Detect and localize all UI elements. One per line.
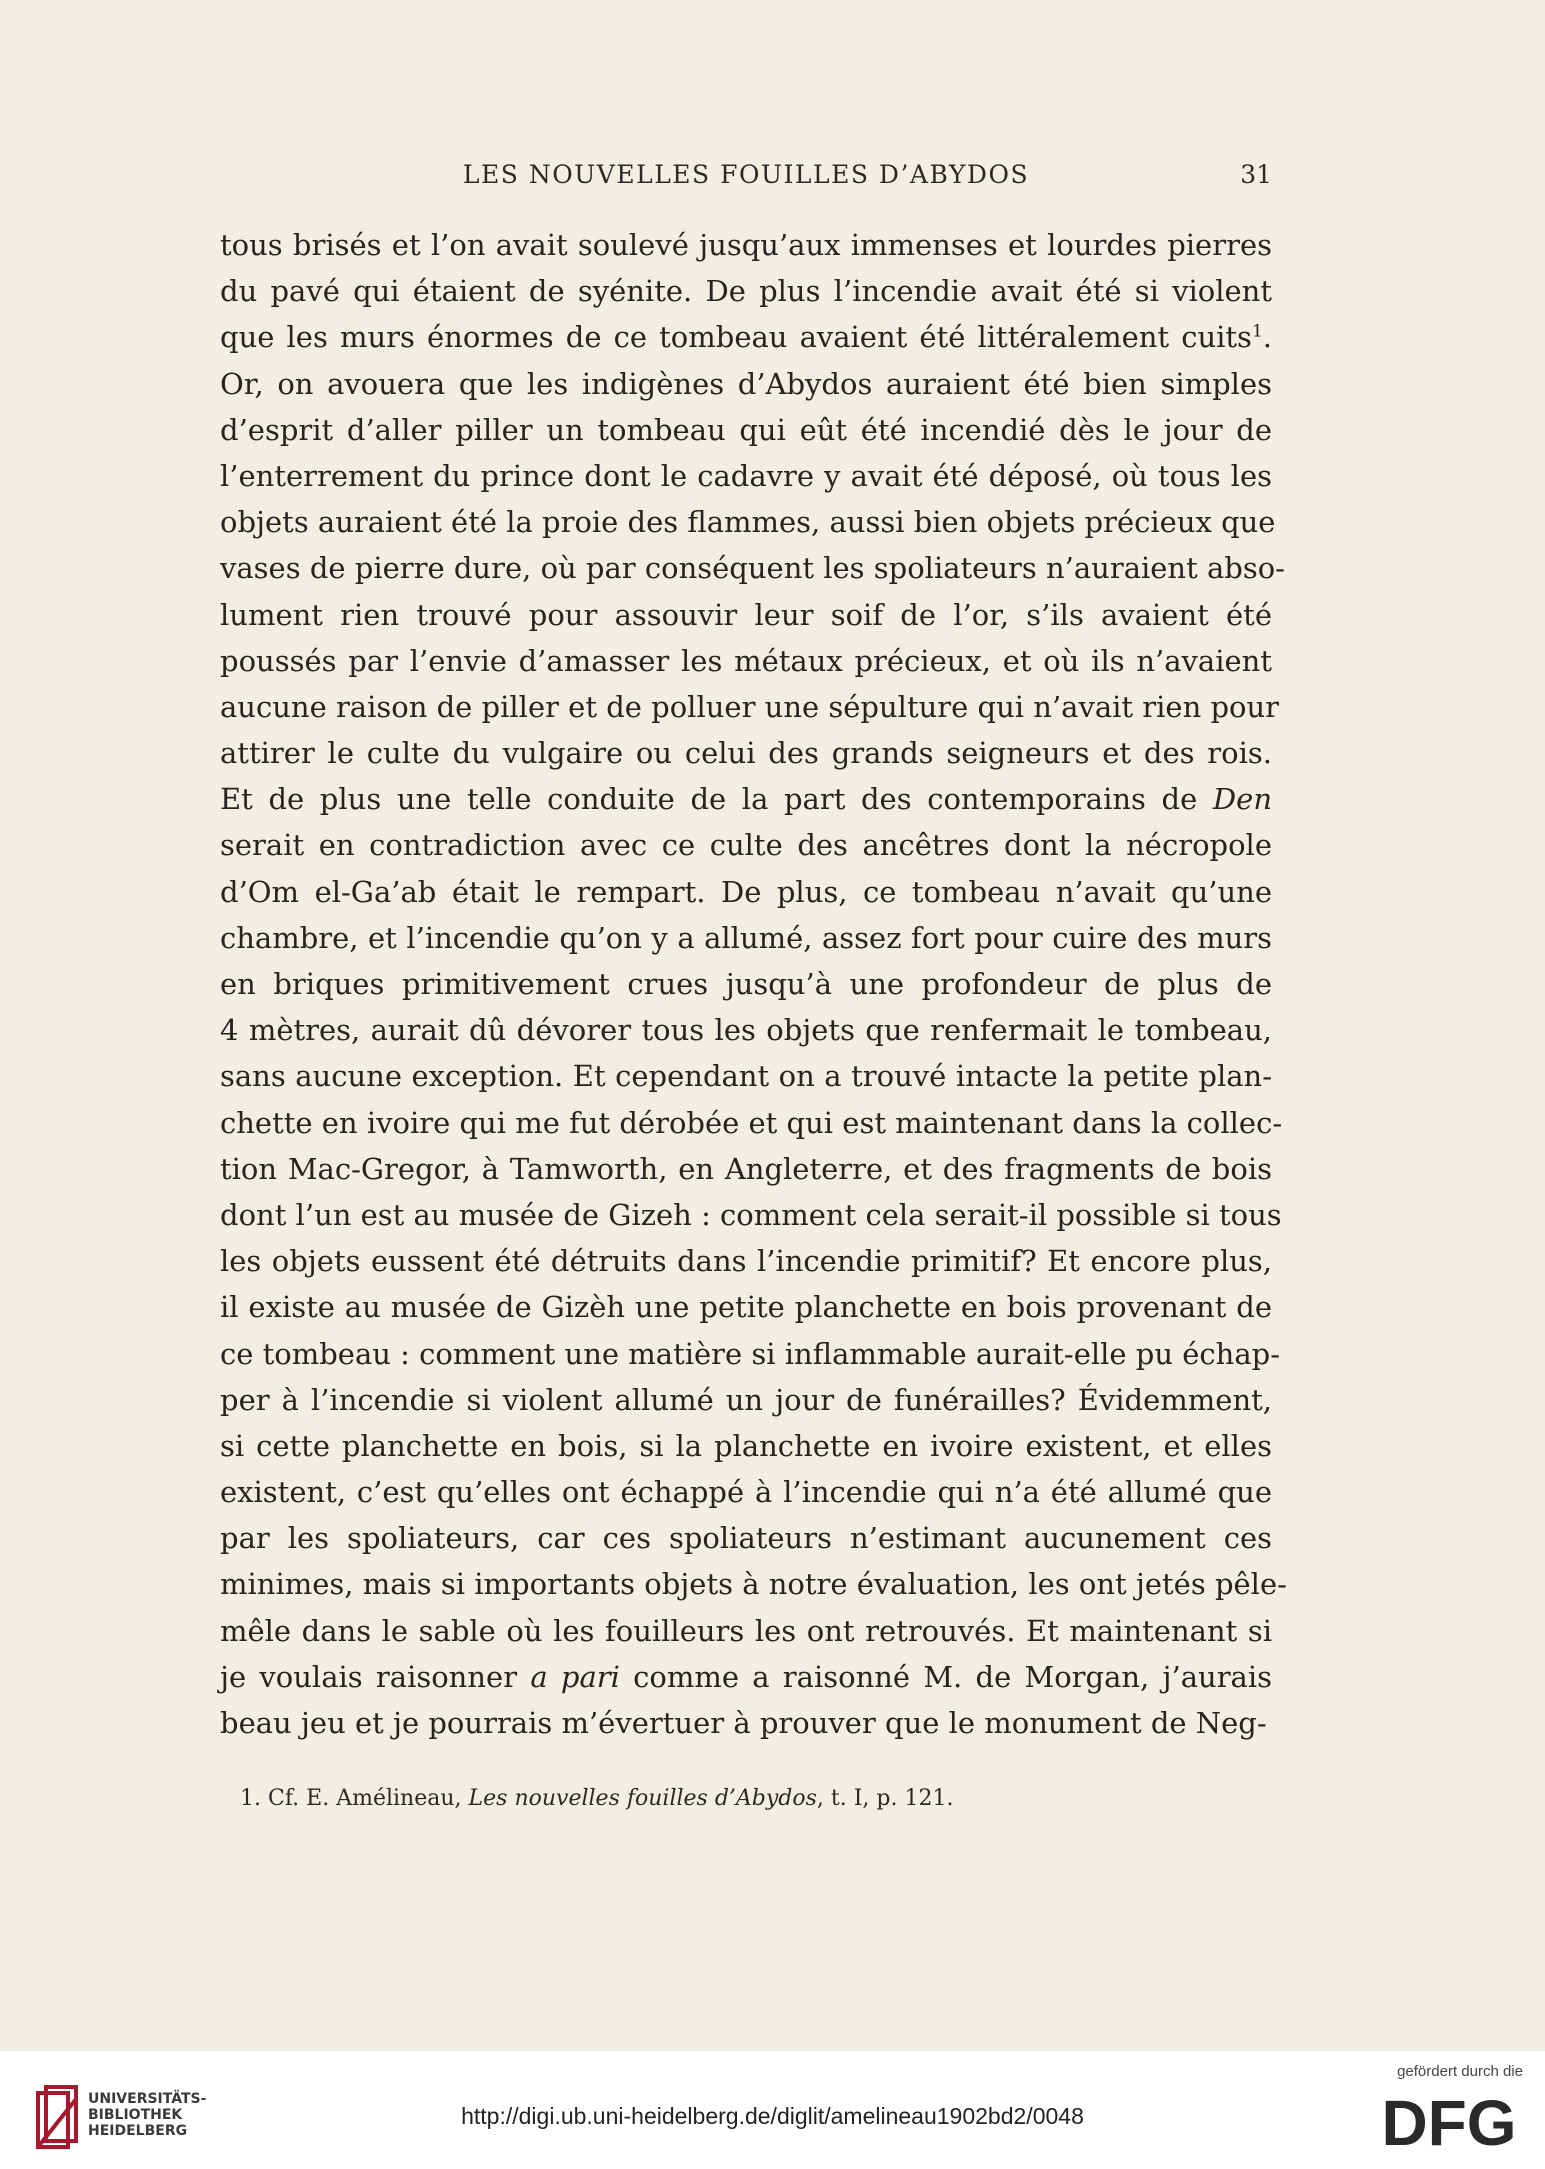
text-line-rest: comme a raisonné M. de Morgan, j’aurais — [619, 1659, 1273, 1694]
text-line: d’Om el-Ga’ab était le rempart. De plus, ce tombeau n’avait qu’une — [220, 874, 1272, 909]
text-line: per à l’incendie si violent allumé un jour de funérailles? Évidemment, — [220, 1382, 1272, 1417]
text-line: il existe au musée de Gizèh une petite planchette en bois provenant de — [220, 1290, 1272, 1325]
text-line: tous brisés et l’on avait soulevé jusqu’aux immenses et lourdes pierres — [220, 228, 1272, 262]
text-line: du pavé qui étaient de syénite. De plus l’incendie avait été si violent — [220, 274, 1272, 309]
text-line: tion Mac-Gregor, à Tamworth, en Angleterre, et des fragments de bois — [220, 1151, 1272, 1186]
text-line: objets auraient été la proie des flammes, aussi bien objets précieux que — [220, 505, 1276, 540]
text-line: ce tombeau : comment une matière si inflammable aurait-elle pu échap- — [220, 1336, 1281, 1371]
text-line — [220, 314, 1272, 360]
source-url-link[interactable]: http://digi.ub.uni-heidelberg.de/diglit/amelineau1902bd2/0048 — [461, 2103, 1084, 2129]
text-line — [220, 776, 1272, 822]
text-line: en briques primitivement crues jusqu’à une profondeur de plus de — [220, 967, 1272, 1001]
footnote-suffix: , t. I, p. 121. — [816, 1786, 954, 1811]
text-line: aucune raison de piller et de polluer une sépulture qui n’avait rien pour — [220, 689, 1280, 724]
italic-phrase: a pari — [530, 1659, 620, 1694]
text-line: sans aucune exception. Et cependant on a trouvé intacte la petite plan- — [220, 1059, 1272, 1094]
footnote-title: Les nouvelles fouilles d’Abydos — [468, 1786, 817, 1811]
text-line: beau jeu et je pourrais m’évertuer à prouver que le monument de Neg- — [220, 1706, 1267, 1740]
text-line-content: Et de plus une telle conduite de la part des contemporains de — [220, 782, 1198, 817]
text-line: minimes, mais si importants objets à notre évaluation, les ont jetés pêle- — [220, 1567, 1287, 1602]
text-line: d’esprit d’aller piller un tombeau qui eût été incendié dès le jour de — [220, 412, 1272, 447]
text-line: lument rien trouvé pour assouvir leur soif de l’or, s’ils avaient été — [220, 597, 1272, 632]
footnote-prefix: Cf. E. Amélineau, — [261, 1786, 469, 1811]
text-line: par les spoliateurs, car ces spoliateurs n’estimant aucunement ces — [220, 1521, 1272, 1556]
text-line: chambre, et l’incendie qu’on y a allumé, assez fort pour cuire des murs — [220, 920, 1272, 955]
footnote-number: 1. — [240, 1786, 261, 1811]
dfg-logo-icon — [1375, 2089, 1523, 2153]
text-line: 4 mètres, aurait dû dévorer tous les objets que renfermait le tombeau, — [220, 1013, 1272, 1048]
page-number: 31 — [1240, 160, 1272, 189]
library-name-line: BIBLIOTHEK — [88, 2107, 183, 2123]
text-line: les objets eussent été détruits dans l’incendie primitif? Et encore plus, — [220, 1244, 1272, 1279]
footnote — [240, 1786, 1272, 1811]
text-line-end: . — [1262, 320, 1272, 355]
dfg-logo-text: DFG — [1381, 2089, 1517, 2153]
text-line-content: que les murs énormes de ce tombeau avaient été littéralement cuits — [220, 320, 1252, 355]
running-title: LES NOUVELLES FOUILLES D’ABYDOS — [462, 160, 1030, 189]
page-header — [220, 160, 1272, 200]
text-line: existent, c’est qu’elles ont échappé à l’incendie qui n’a été allumé que — [220, 1475, 1272, 1510]
text-line: dont l’un est au musée de Gizeh : comment cela serait-il possible si tous — [220, 1197, 1282, 1232]
text-line: chette en ivoire qui me fut dérobée et qui est maintenant dans la collec- — [220, 1105, 1283, 1140]
italic-name: Den — [1212, 782, 1272, 817]
text-line: vases de pierre dure, où par conséquent les spoliateurs n’auraient abso- — [220, 551, 1285, 586]
library-name-line: HEIDELBERG — [88, 2123, 188, 2139]
body-text — [220, 222, 1287, 1746]
footnote-reference: 1 — [1251, 321, 1263, 342]
text-line: attirer le culte du vulgaire ou celui des grands seigneurs et des rois. — [220, 736, 1272, 771]
digitization-footer — [0, 2051, 1545, 2169]
library-name-line: UNIVERSITÄTS- — [88, 2091, 207, 2107]
funding-caption: gefördert durch die — [1397, 2063, 1523, 2080]
text-line-content: je voulais raisonner — [220, 1659, 518, 1694]
text-line: l’enterrement du prince dont le cadavre y avait été déposé, où tous les — [220, 458, 1272, 493]
text-line: serait en contradiction avec ce culte des ancêtres dont la nécropole — [220, 828, 1272, 863]
text-line: Or, on avouera que les indigènes d’Abydos auraient été bien simples — [220, 366, 1272, 401]
text-line — [220, 1654, 1272, 1700]
text-line: si cette planchette en bois, si la planchette en ivoire existent, et elles — [220, 1428, 1272, 1463]
text-line: mêle dans le sable où les fouilleurs les ont retrouvés. Et maintenant si — [220, 1613, 1272, 1648]
text-line: poussés par l’envie d’amasser les métaux précieux, et où ils n’avaient — [220, 643, 1272, 678]
